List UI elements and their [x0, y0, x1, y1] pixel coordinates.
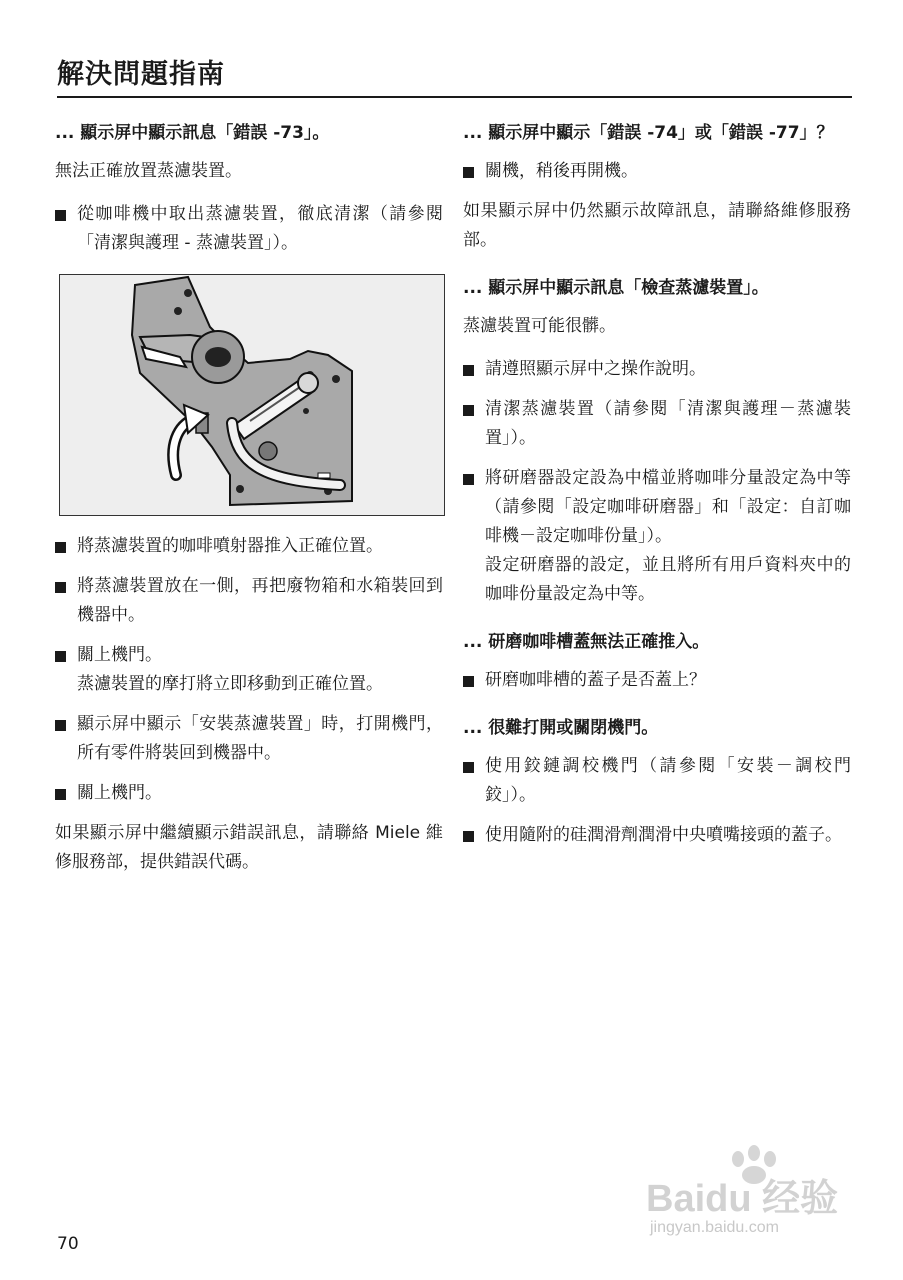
- list-item-text: 清潔蒸濾裝置（請參閱「清潔與護理－蒸濾裝置」）。: [485, 399, 851, 448]
- list-item: [55, 779, 443, 808]
- page-title: 解決問題指南: [57, 59, 225, 90]
- list-item-text: 將研磨器設定設為中檔並將咖啡分量設定為中等（請參閱「設定咖啡研磨器」和「設定：自訂咖啡機－設定咖啡份量」）。: [485, 468, 851, 546]
- screw-icon: [332, 375, 340, 383]
- list-item-text: 關機，稍後再開機。: [485, 161, 638, 181]
- bullet-square-icon: [463, 831, 474, 842]
- list-item-subtext: 蒸濾裝置的摩打將立即移動到正確位置。: [77, 674, 383, 694]
- paragraph: 如果顯示屏中繼續顯示錯誤訊息，請聯絡 Miele 維修服務部，提供錯誤代碼。: [55, 823, 443, 872]
- list-item-text: 使用隨附的硅潤滑劑潤滑中央噴嘴接頭的蓋子。: [485, 825, 842, 845]
- bullet-square-icon: [55, 651, 66, 662]
- list-item-text: 研磨咖啡槽的蓋子是否蓋上？: [485, 670, 706, 690]
- list-item-text: 將蒸濾裝置的咖啡噴射器推入正確位置。: [77, 536, 383, 556]
- paragraph: 如果顯示屏中仍然顯示故障訊息，請聯絡維修服務部。: [463, 201, 851, 250]
- list-item: [55, 641, 443, 699]
- list-item-text: 關上機門。: [77, 645, 162, 665]
- screw-icon: [236, 485, 244, 493]
- title-divider: [57, 96, 852, 98]
- bullet-square-icon: [55, 210, 66, 221]
- bullet-square-icon: [463, 762, 474, 773]
- bullet-square-icon: [463, 167, 474, 178]
- port-icon: [259, 442, 277, 460]
- list-item: [463, 821, 851, 850]
- screw-icon: [184, 289, 192, 297]
- bullet-square-icon: [55, 789, 66, 800]
- section-heading-door: ... 很難打開或關閉機門。: [463, 718, 659, 738]
- list-item: [55, 710, 443, 768]
- list-item-text: 將蒸濾裝置放在一側，再把廢物箱和水箱裝回到機器中。: [77, 576, 443, 625]
- bullet-square-icon: [463, 676, 474, 687]
- brewing-unit-body: [132, 277, 352, 505]
- bullet-square-icon: [55, 542, 66, 553]
- brewing-unit-drawing: [60, 275, 444, 515]
- paragraph: 蒸濾裝置可能很髒。: [463, 316, 616, 336]
- page-number: 70: [57, 1234, 79, 1254]
- watermark-logo: Baidu 经验: [646, 1178, 839, 1220]
- screw-icon: [303, 408, 309, 414]
- bullet-square-icon: [463, 405, 474, 416]
- list-item: [55, 200, 443, 258]
- bullet-square-icon: [55, 582, 66, 593]
- watermark-url: jingyan.baidu.com: [650, 1219, 779, 1236]
- list-item: [463, 752, 851, 810]
- list-item-text: 使用鉸鏈調校機門（請參閱「安裝－調校門鉸」）。: [485, 756, 851, 805]
- tube-clip: [318, 473, 330, 478]
- list-item-text: 顯示屏中顯示「安裝蒸濾裝置」時，打開機門，所有零件將裝回到機器中。: [77, 714, 443, 763]
- cylinder-cap: [298, 373, 318, 393]
- list-item: [463, 355, 851, 384]
- list-item-text: 關上機門。: [77, 783, 162, 803]
- bullet-square-icon: [463, 474, 474, 485]
- bullet-square-icon: [55, 720, 66, 731]
- section-heading-error-74-77: ... 顯示屏中顯示「錯誤 -74」或「錯誤 -77」？: [463, 123, 834, 143]
- left-column: [55, 118, 443, 891]
- list-item: [55, 532, 443, 561]
- screw-icon: [174, 307, 182, 315]
- list-item-subtext: 設定研磨器的設定，並且將所有用戶資料夾中的咖啡份量設定為中等。: [485, 555, 851, 604]
- list-item: [463, 666, 851, 695]
- chamber-opening: [205, 347, 231, 367]
- right-column: [463, 118, 851, 861]
- list-item-text: 從咖啡機中取出蒸濾裝置，徹底清潔（請參閱「清潔與護理 - 蒸濾裝置」）。: [77, 204, 443, 253]
- list-item: [463, 395, 851, 453]
- section-heading-grinder-lid: ... 研磨咖啡槽蓋無法正確推入。: [463, 632, 710, 652]
- bullet-square-icon: [463, 365, 474, 376]
- list-item: [463, 157, 851, 186]
- section-heading-error-73: ... 顯示屏中顯示訊息「錯誤 -73」。: [55, 123, 330, 143]
- list-item: [55, 572, 443, 630]
- section-heading-check-brew-unit: ... 顯示屏中顯示訊息「檢查蒸濾裝置」。: [463, 278, 769, 298]
- list-item-text: 請遵照顯示屏中之操作說明。: [485, 359, 706, 379]
- baidu-watermark: [640, 1145, 860, 1245]
- list-item: [463, 464, 851, 609]
- brewing-unit-illustration: [59, 274, 445, 516]
- paragraph: 無法正確放置蒸濾裝置。: [55, 161, 242, 181]
